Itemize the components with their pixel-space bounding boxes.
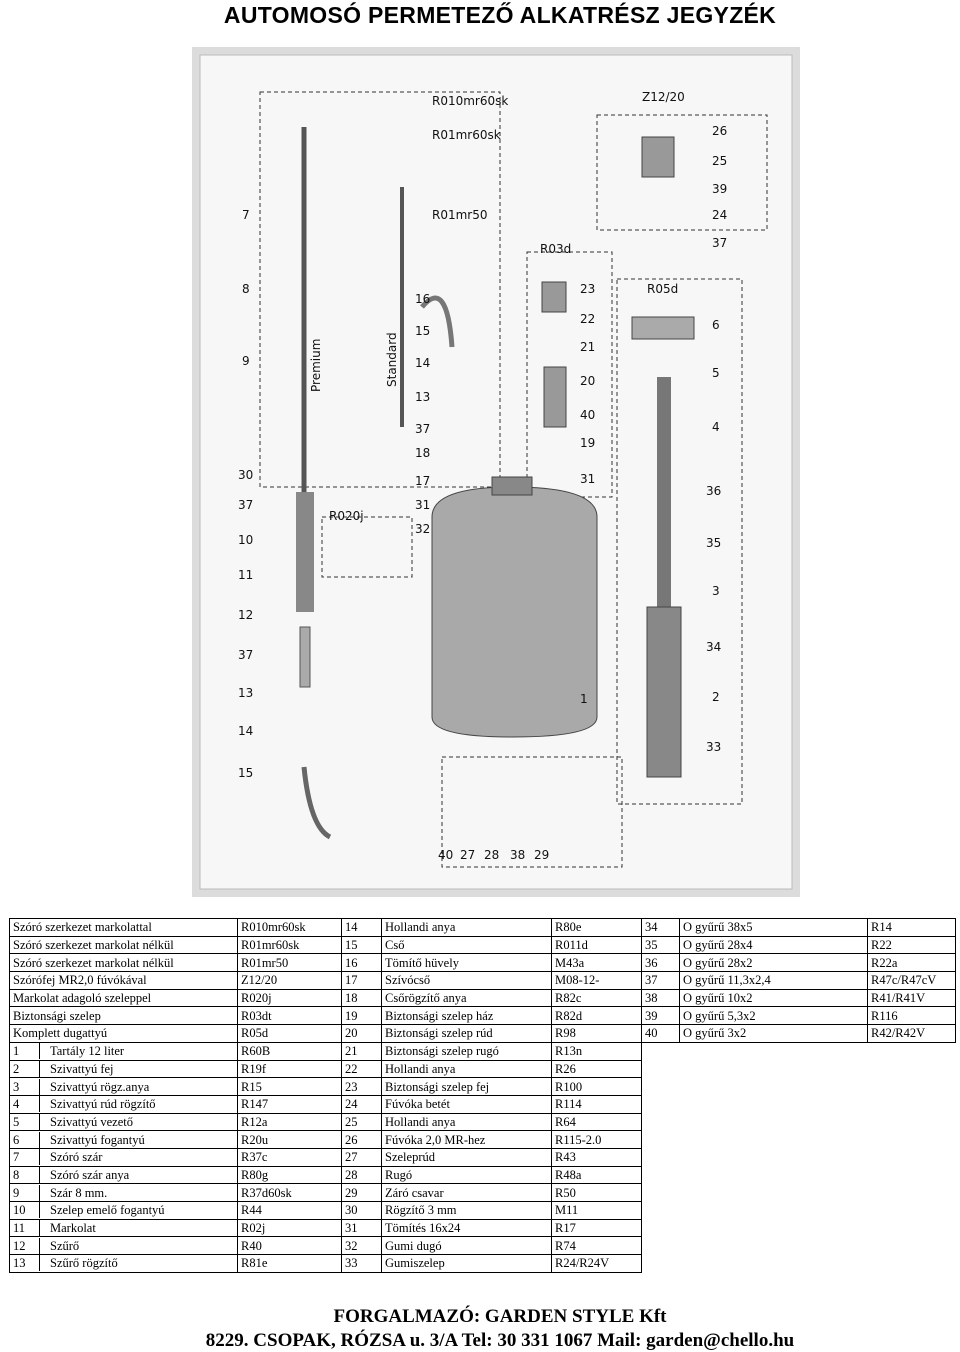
part-code: R115-2.0: [552, 1131, 642, 1149]
callout: 34: [706, 640, 722, 654]
part-code: R98: [552, 1025, 642, 1043]
group-label-z12-20: Z12/20: [642, 90, 685, 104]
table-row: [10, 919, 956, 937]
callout: 30: [238, 468, 254, 482]
part-name: Szívócső: [382, 972, 552, 990]
callout: 31: [415, 498, 431, 512]
part-name: [10, 1184, 238, 1202]
part-number: 19: [342, 1007, 382, 1025]
part-number: 34: [642, 919, 680, 937]
distributor-line: FORGALMAZÓ: GARDEN STYLE Kft: [333, 1306, 667, 1327]
callout: 19: [580, 436, 596, 450]
table-row: [10, 954, 956, 972]
callout: 15: [238, 766, 254, 780]
part-code: R64: [552, 1113, 642, 1131]
callout: 6: [712, 318, 720, 332]
part-number: 38: [642, 989, 680, 1007]
callout: 13: [415, 390, 431, 404]
part-code: R011d: [552, 936, 642, 954]
empty-cell: [642, 1113, 956, 1131]
callout: 37: [415, 422, 431, 436]
part-name: Szóró szerkezet markolat nélkül: [10, 936, 238, 954]
callout: 24: [712, 208, 728, 222]
part-description: Markolat: [50, 1221, 96, 1236]
part-name: Szóró szerkezet markolattal: [10, 919, 238, 937]
callout: 31: [580, 472, 596, 486]
callout: 14: [238, 724, 254, 738]
part-number: 14: [342, 919, 382, 937]
part-description: Szivattyú vezető: [50, 1114, 133, 1129]
part-name: Gumi dugó: [382, 1237, 552, 1255]
part-name: Markolat adagoló szeleppel: [10, 989, 238, 1007]
part-number: 25: [342, 1113, 382, 1131]
part-code: R22a: [868, 954, 956, 972]
part-name: [10, 1131, 238, 1149]
part-number: 18: [342, 989, 382, 1007]
part-name: O gyűrű 10x2: [680, 989, 868, 1007]
callout: 22: [580, 312, 596, 326]
part-number: 12: [13, 1238, 40, 1254]
part-description: Szűrő: [50, 1238, 80, 1253]
part-code: R37c: [238, 1148, 342, 1166]
callout: 14: [415, 356, 431, 370]
part-code: R12a: [238, 1113, 342, 1131]
callout: 5: [712, 366, 720, 380]
empty-cell: [642, 1184, 956, 1202]
text-standard: Standard: [385, 332, 399, 387]
table-row: [10, 1007, 956, 1025]
empty-cell: [642, 1202, 956, 1220]
part-number: 3: [13, 1079, 40, 1095]
table-row: [10, 1042, 956, 1060]
empty-cell: [642, 1060, 956, 1078]
empty-cell: [642, 1166, 956, 1184]
callout: 28: [484, 848, 500, 862]
part-code: R010mr60sk: [238, 919, 342, 937]
callout: 13: [238, 686, 254, 700]
part-name: Gumiszelep: [382, 1255, 552, 1273]
part-code: R17: [552, 1219, 642, 1237]
part-code: R42/R42V: [868, 1025, 956, 1043]
part-description: Szűrő rögzítő: [50, 1256, 118, 1271]
part-name: Csőrögzítő anya: [382, 989, 552, 1007]
part-number: 5: [13, 1114, 40, 1130]
part-code: R40: [238, 1237, 342, 1255]
part-number: 35: [642, 936, 680, 954]
table-row: [10, 1148, 956, 1166]
contact-line: 8229. CSOPAK, RÓZSA u. 3/A Tel: 30 331 1067 Mail: garden@chello.hu: [205, 1330, 795, 1351]
part-name: [10, 1148, 238, 1166]
callout: 32: [415, 522, 431, 536]
part-code: R50: [552, 1184, 642, 1202]
callout: 17: [415, 474, 431, 488]
part-name: O gyűrű 38x5: [680, 919, 868, 937]
part-code: R20u: [238, 1131, 342, 1149]
part-number: 40: [642, 1025, 680, 1043]
table-row: [10, 1025, 956, 1043]
callout: 40: [438, 848, 454, 862]
part-number: 11: [13, 1220, 40, 1236]
part-code: R02j: [238, 1219, 342, 1237]
part-code: R82c: [552, 989, 642, 1007]
part-number: 36: [642, 954, 680, 972]
table-row: [10, 1237, 956, 1255]
part-name: O gyűrű 3x2: [680, 1025, 868, 1043]
part-name: O gyűrű 28x2: [680, 954, 868, 972]
part-code: R80g: [238, 1166, 342, 1184]
part-number: 22: [342, 1060, 382, 1078]
part-code: M08-12-: [552, 972, 642, 990]
callout: 37: [238, 648, 254, 662]
part-name: [10, 1095, 238, 1113]
part-code: R01mr60sk: [238, 936, 342, 954]
part-code: R24/R24V: [552, 1255, 642, 1273]
callout: 36: [706, 484, 722, 498]
part-name: [10, 1202, 238, 1220]
part-number: 7: [13, 1149, 40, 1165]
callout: 20: [580, 374, 596, 388]
callout: 40: [580, 408, 596, 422]
part-name: [10, 1078, 238, 1096]
part-name: [10, 1255, 238, 1273]
part-code: R60B: [238, 1042, 342, 1060]
part-description: Szár 8 mm.: [50, 1185, 108, 1200]
part-name: O gyűrű 28x4: [680, 936, 868, 954]
table-row: [10, 1095, 956, 1113]
table-row: [10, 972, 956, 990]
part-name: Cső: [382, 936, 552, 954]
part-name: Rugó: [382, 1166, 552, 1184]
diagram-drawing: [192, 47, 800, 897]
callout: 37: [712, 236, 728, 250]
part-description: Szóró szár: [50, 1150, 103, 1165]
part-number: 13: [13, 1255, 40, 1271]
callout: 8: [242, 282, 250, 296]
part-name: Biztonsági szelep rúd: [382, 1025, 552, 1043]
callout: 7: [242, 208, 250, 222]
part-name: [10, 1060, 238, 1078]
part-number: 39: [642, 1007, 680, 1025]
part-description: Szivattyú rúd rögzítő: [50, 1097, 156, 1112]
callout: 27: [460, 848, 476, 862]
callout: 16: [415, 292, 431, 306]
part-code: R01mr50: [238, 954, 342, 972]
part-number: 9: [13, 1185, 40, 1201]
part-name: Záró csavar: [382, 1184, 552, 1202]
part-number: 4: [13, 1096, 40, 1112]
part-name: [10, 1237, 238, 1255]
part-number: 32: [342, 1237, 382, 1255]
part-description: Szivattyú rögz.anya: [50, 1079, 150, 1094]
part-code: R80e: [552, 919, 642, 937]
part-code: R15: [238, 1078, 342, 1096]
table-row: [10, 1060, 956, 1078]
part-name: Biztonsági szelep fej: [382, 1078, 552, 1096]
part-number: 10: [13, 1202, 40, 1218]
table-row: [10, 989, 956, 1007]
callout: 10: [238, 533, 254, 547]
empty-cell: [642, 1131, 956, 1149]
part-description: Szelep emelő fogantyú: [50, 1203, 165, 1218]
part-code: R81e: [238, 1255, 342, 1273]
part-code: R37d60sk: [238, 1184, 342, 1202]
table-row: [10, 1131, 956, 1149]
callout: 11: [238, 568, 254, 582]
part-code: R03dt: [238, 1007, 342, 1025]
page-title: AUTOMOSÓ PERMETEZŐ ALKATRÉSZ JEGYZÉK: [223, 2, 777, 28]
part-name: Biztonsági szelep ház: [382, 1007, 552, 1025]
part-code: R41/R41V: [868, 989, 956, 1007]
callout: 25: [712, 154, 728, 168]
part-number: 29: [342, 1184, 382, 1202]
callout: 12: [238, 608, 254, 622]
table-row: [10, 1113, 956, 1131]
part-name: Fúvóka 2,0 MR-hez: [382, 1131, 552, 1149]
table-row: [10, 1078, 956, 1096]
part-code: Z12/20: [238, 972, 342, 990]
part-number: 8: [13, 1167, 40, 1183]
part-description: Tartály 12 liter: [50, 1044, 125, 1059]
part-code: R05d: [238, 1025, 342, 1043]
part-description: Szivattyú fogantyú: [50, 1132, 145, 1147]
part-number: 33: [342, 1255, 382, 1273]
callout: 39: [712, 182, 728, 196]
part-number: 26: [342, 1131, 382, 1149]
empty-cell: [642, 1042, 956, 1060]
part-number: 2: [13, 1061, 40, 1077]
part-number: 30: [342, 1202, 382, 1220]
part-code: R14: [868, 919, 956, 937]
group-label-r01mr60sk: R01mr60sk: [432, 128, 501, 142]
part-code: R020j: [238, 989, 342, 1007]
callout: 35: [706, 536, 722, 550]
group-label-r010mr60sk: R010mr60sk: [432, 94, 509, 108]
table-row: [10, 1255, 956, 1273]
text-premium: Premium: [309, 338, 323, 392]
callout: 33: [706, 740, 722, 754]
part-code: R74: [552, 1237, 642, 1255]
callout: 23: [580, 282, 596, 296]
part-code: R22: [868, 936, 956, 954]
part-number: 6: [13, 1132, 40, 1148]
empty-cell: [642, 1148, 956, 1166]
part-name: [10, 1113, 238, 1131]
part-name: Rögzítő 3 mm: [382, 1202, 552, 1220]
part-number: 16: [342, 954, 382, 972]
part-code: R19f: [238, 1060, 342, 1078]
part-name: Szórófej MR2,0 fúvókával: [10, 972, 238, 990]
empty-cell: [642, 1095, 956, 1113]
part-name: Komplett dugattyú: [10, 1025, 238, 1043]
part-number: 31: [342, 1219, 382, 1237]
part-code: R147: [238, 1095, 342, 1113]
part-name: O gyűrű 11,3x2,4: [680, 972, 868, 990]
part-number: 24: [342, 1095, 382, 1113]
part-name: [10, 1042, 238, 1060]
part-name: Tömítés 16x24: [382, 1219, 552, 1237]
part-code: M11: [552, 1202, 642, 1220]
part-number: 27: [342, 1148, 382, 1166]
part-number: 37: [642, 972, 680, 990]
empty-cell: [642, 1255, 956, 1273]
part-name: Hollandi anya: [382, 1060, 552, 1078]
group-label-r05d: R05d: [647, 282, 679, 296]
group-label-r01mr50: R01mr50: [432, 208, 488, 222]
callout: 21: [580, 340, 596, 354]
part-code: R82d: [552, 1007, 642, 1025]
table-row: [10, 1202, 956, 1220]
part-code: R26: [552, 1060, 642, 1078]
part-number: 1: [13, 1043, 40, 1059]
callout: 1: [580, 692, 588, 706]
callout: 18: [415, 446, 431, 460]
table-row: [10, 1166, 956, 1184]
part-name: Fúvóka betét: [382, 1095, 552, 1113]
part-code: R116: [868, 1007, 956, 1025]
table-row: [10, 1219, 956, 1237]
part-name: Biztonsági szelep: [10, 1007, 238, 1025]
part-name: Szóró szerkezet markolat nélkül: [10, 954, 238, 972]
callout: 3: [712, 584, 720, 598]
empty-cell: [642, 1219, 956, 1237]
part-code: R100: [552, 1078, 642, 1096]
part-code: R114: [552, 1095, 642, 1113]
part-name: Hollandi anya: [382, 919, 552, 937]
part-description: Szóró szár anya: [50, 1167, 130, 1182]
part-code: R47c/R47cV: [868, 972, 956, 990]
part-number: 28: [342, 1166, 382, 1184]
part-name: O gyűrű 5,3x2: [680, 1007, 868, 1025]
table-row: [10, 1184, 956, 1202]
callout: 37: [238, 498, 254, 512]
callout: 4: [712, 420, 720, 434]
group-label-r03d: R03d: [540, 242, 572, 256]
callout: 29: [534, 848, 550, 862]
part-code: M43a: [552, 954, 642, 972]
part-number: 21: [342, 1042, 382, 1060]
part-name: [10, 1219, 238, 1237]
part-code: R48a: [552, 1166, 642, 1184]
part-code: R44: [238, 1202, 342, 1220]
empty-cell: [642, 1078, 956, 1096]
exploded-diagram: [192, 47, 800, 897]
part-name: [10, 1166, 238, 1184]
part-name: Hollandi anya: [382, 1113, 552, 1131]
callout: 26: [712, 124, 728, 138]
part-name: Tömítő hüvely: [382, 954, 552, 972]
part-description: Szivattyú fej: [50, 1061, 114, 1076]
callout: 2: [712, 690, 720, 704]
part-name: Szeleprúd: [382, 1148, 552, 1166]
part-code: R43: [552, 1148, 642, 1166]
empty-cell: [642, 1237, 956, 1255]
table-row: [10, 936, 956, 954]
part-number: 17: [342, 972, 382, 990]
parts-table: [9, 918, 956, 1273]
part-code: R13n: [552, 1042, 642, 1060]
part-number: 20: [342, 1025, 382, 1043]
part-number: 23: [342, 1078, 382, 1096]
part-name: Biztonsági szelep rugó: [382, 1042, 552, 1060]
callout: 38: [510, 848, 526, 862]
part-number: 15: [342, 936, 382, 954]
callout: 15: [415, 324, 431, 338]
callout: 9: [242, 354, 250, 368]
group-label-r020j: R020j: [329, 509, 364, 523]
